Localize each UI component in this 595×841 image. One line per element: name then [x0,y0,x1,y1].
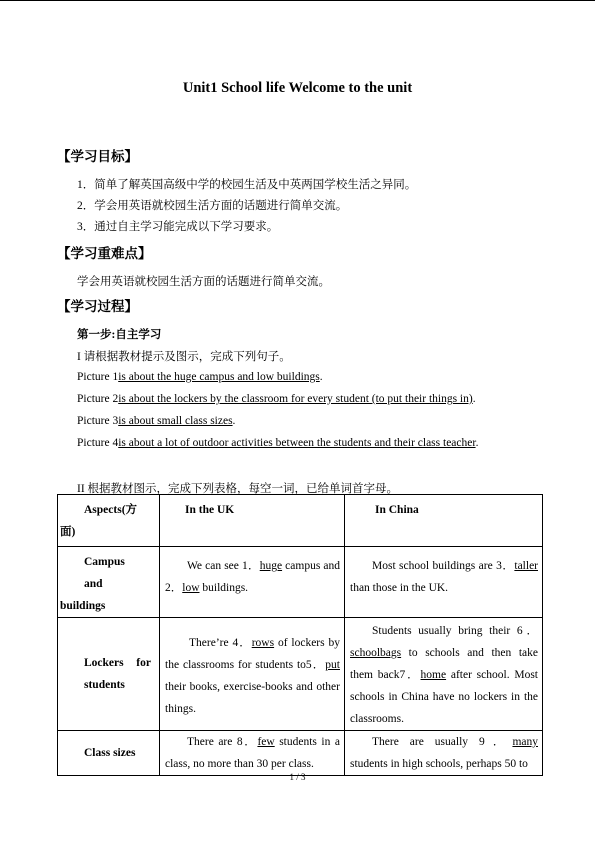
china-text [345,547,542,599]
page-number: 1 / 3 [289,772,306,782]
uk-text [160,731,344,775]
table-row [58,731,543,776]
text-run: to schools and then take them back7． [350,647,538,681]
key-points-text: 学会用英语就校园生活方面的话题进行简单交流。 [77,276,330,288]
table-header-row [58,495,543,547]
aspect-label: Lockers for students [84,657,151,691]
answer: put [325,659,340,671]
picture-answer: is about small class sizes [118,415,233,427]
page-top-rule [0,0,595,1]
goal-item: 1．简单了解英国高级中学的校园生活及中英两国学校生活之异同。 [77,179,417,191]
header-aspects-line1: Aspects(方 [84,504,138,516]
goals-heading: 【学习目标】 [57,149,138,164]
sentence-end: . [319,371,323,383]
text-run: Students usually bring their 6． [372,625,538,637]
header-uk [160,495,345,547]
text-run: There’re 4． [189,637,252,649]
text-run: There are 8． [187,736,258,748]
picture-label: Picture 3 [77,415,119,427]
aspect-label: Campus [84,556,125,568]
uk-cell [160,618,345,731]
header-aspects [58,495,160,547]
table-row [58,547,543,618]
header-china-label: In China [375,504,419,516]
china-cell [345,731,543,776]
aspect-cell [58,731,160,776]
process-heading: 【学习过程】 [57,299,138,314]
uk-cell [160,731,345,776]
answer: taller [514,560,538,572]
document-title: Unit1 School life Welcome to the unit [182,80,413,96]
part2-instruction: II 根据教材图示，完成下列表格，每空一词，已给单词首字母。 [77,483,399,495]
aspect-label: Class sizes [84,747,136,759]
picture-sentence [77,437,478,449]
answer: many [512,736,538,748]
uk-text [160,618,344,720]
text-run: campus and 2． [165,560,341,594]
picture-answer: is about the huge campus and low buildings [118,371,320,383]
text-run: students in a class, no more than 30 per class. [165,736,340,770]
answer: low [182,582,200,594]
sentence-end: . [472,393,476,405]
sentence-end: . [475,437,479,449]
answer: few [257,736,275,748]
text-run: their books, exercise-books and other things. [165,681,340,715]
step1-label: 第一步:自主学习 [77,329,162,341]
china-cell [345,618,543,731]
picture-answer: is about the lockers by the classroom for every student (to put their things in) [118,393,473,405]
key-points-heading: 【学习重难点】 [57,246,152,261]
sentence-end: . [232,415,236,427]
aspect-cell [58,618,160,731]
comparison-table [57,494,543,776]
goal-item: 2．学会用英语就校园生活方面的话题进行简单交流。 [77,200,348,212]
picture-label: Picture 1 [77,371,119,383]
answer: schoolbags [350,647,402,659]
aspect-cell [58,547,160,618]
text-run: There are usually 9． [372,736,513,748]
answer: home [420,669,447,681]
text-run: students in high schools, perhaps 50 to [350,758,528,770]
picture-sentence [77,371,323,383]
text-run: of lockers by the classrooms for students to5． [165,637,340,671]
text-run: buildings. [199,582,249,594]
header-china [345,495,543,547]
part1-instruction: I 请根据教材提示及图示，完成下列句子。 [77,351,291,363]
uk-cell [160,547,345,618]
uk-text [160,547,344,599]
text-run: than those in the UK. [350,582,449,594]
china-text [345,731,542,775]
picture-sentence [77,393,476,405]
text-run: Most school buildings are 3． [372,560,515,572]
china-cell [345,547,543,618]
header-aspects-line2: 面) [60,526,76,538]
picture-sentence [77,415,235,427]
header-uk-label: In the UK [185,504,235,516]
goal-item: 3．通过自主学习能完成以下学习要求。 [77,221,279,233]
text-run: after school. Most schools in China have no lockers in the classrooms. [350,669,538,725]
aspect-label: and [84,578,103,590]
answer: rows [251,637,275,649]
picture-answer: is about a lot of outdoor activities between the students and their class teacher [118,437,476,449]
table-row [58,618,543,731]
china-text [345,618,542,730]
answer: huge [259,560,283,572]
picture-label: Picture 2 [77,393,119,405]
text-run: We can see 1． [187,560,260,572]
aspect-label: buildings [60,600,106,612]
picture-label: Picture 4 [77,437,119,449]
